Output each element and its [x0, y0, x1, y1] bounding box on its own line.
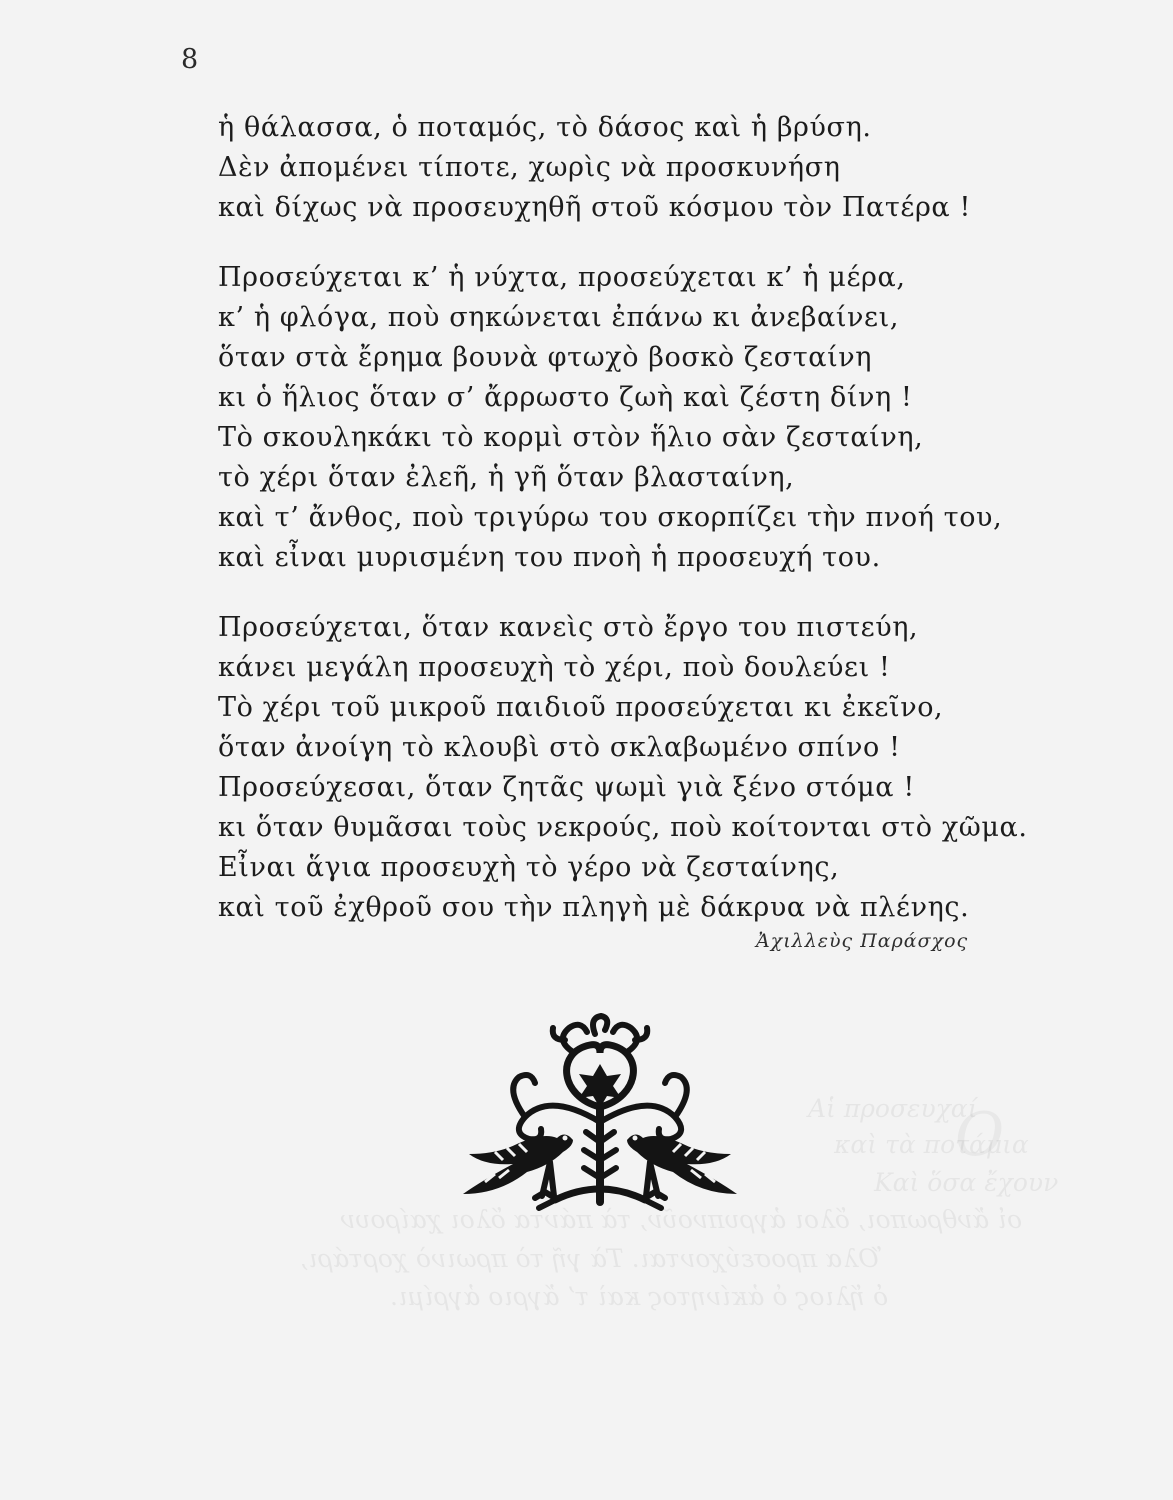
author-signature: Ἀχιλλεὺς Παράσχος — [756, 930, 969, 952]
poem-line: κ’ ἡ φλόγα, ποὺ σηκώνεται ἐπάνω κι ἀνεβαίνει, — [218, 302, 899, 333]
poem-line: κι ὅταν θυμᾶσαι τοὺς νεκρούς, ποὺ κοίτονται στὸ χῶμα. — [218, 812, 1028, 843]
show-through-line: οἱ ἄνθρωποι, ὅλοι ἀγρυπνοῦν, τὰ πάντα ὅλοι χαίρουν — [340, 1205, 1023, 1234]
poem-line: καὶ τοῦ ἐχθροῦ σου τὴν πληγὴ μὲ δάκρυα νὰ πλένης. — [218, 892, 970, 923]
poem-line: Προσεύχεται κ’ ἡ νύχτα, προσεύχεται κ’ ἡ μέρα, — [218, 262, 906, 293]
show-through-line: καὶ τὰ ποτάμια — [834, 1130, 1029, 1159]
poem-line: ὅταν στὰ ἔρημα βουνὰ φτωχὸ βοσκὸ ζεσταίνη — [218, 342, 873, 373]
poem-line: κι ὁ ἥλιος ὅταν σ’ ἄρρωστο ζωὴ καὶ ζέστη δίνη ! — [218, 382, 913, 413]
poem-line: καὶ εἶναι μυρισμένη του πνοὴ ἡ προσευχή του. — [218, 542, 881, 573]
poem-line: Προσεύχεται, ὅταν κανεὶς στὸ ἔργο του πιστεύη, — [218, 612, 919, 643]
stanza — [218, 258, 1038, 578]
poem-line: ὅταν ἀνοίγη τὸ κλουβὶ στὸ σκλαβωμένο σπίνο ! — [218, 732, 901, 763]
poem-line: Προσεύχεσαι, ὅταν ζητᾶς ψωμὶ γιὰ ξένο στόμα ! — [218, 772, 915, 803]
stanza — [218, 108, 1038, 228]
poem-line: τὸ χέρι ὅταν ἐλεῆ, ἡ γῆ ὅταν βλασταίνη, — [218, 462, 795, 493]
show-through-line: Καὶ ὅσα ἔχουν — [874, 1168, 1059, 1197]
show-through-line: Ὅλα προσεύχονται. Τὰ γῆ τὸ πρωινὸ χορτάρι, — [300, 1244, 883, 1273]
poem-line: Δὲν ἀπομένει τίποτε, χωρὶς νὰ προσκυνήση — [218, 152, 841, 183]
page-number: 8 — [181, 44, 199, 75]
poem-line: Τὸ σκουληκάκι τὸ κορμὶ στὸν ἥλιο σὰν ζεσταίνη, — [218, 422, 924, 453]
poem-line: ἡ θάλασσα, ὁ ποταμός, τὸ δάσος καὶ ἡ βρύση. — [218, 112, 872, 143]
show-through-line: ὁ ἥλιος ὁ ἀκίνητος καὶ τ’ ἄγριο ἀγρίμι. — [390, 1282, 889, 1311]
stanza — [218, 608, 1038, 928]
poem-text — [218, 108, 1038, 928]
poem-line: καὶ τ’ ἄνθος, ποὺ τριγύρω του σκορπίζει τὴν πνοή του, — [218, 502, 1003, 533]
poem-line: Τὸ χέρι τοῦ μικροῦ παιδιοῦ προσεύχεται κι ἐκεῖνο, — [218, 692, 944, 723]
poem-line: Εἶναι ἅγια προσευχὴ τὸ γέρο νὰ ζεσταίνης, — [218, 852, 840, 883]
show-through-line: Αἱ προσευχαί — [808, 1094, 978, 1123]
poem-line: καὶ δίχως νὰ προσευχηθῆ στοῦ κόσμου τὸν Πατέρα ! — [218, 192, 971, 223]
tree-of-life-ornament-icon — [455, 1012, 745, 1227]
poem-line: κάνει μεγάλη προσευχὴ τὸ χέρι, ποὺ δουλεύει ! — [218, 652, 891, 683]
